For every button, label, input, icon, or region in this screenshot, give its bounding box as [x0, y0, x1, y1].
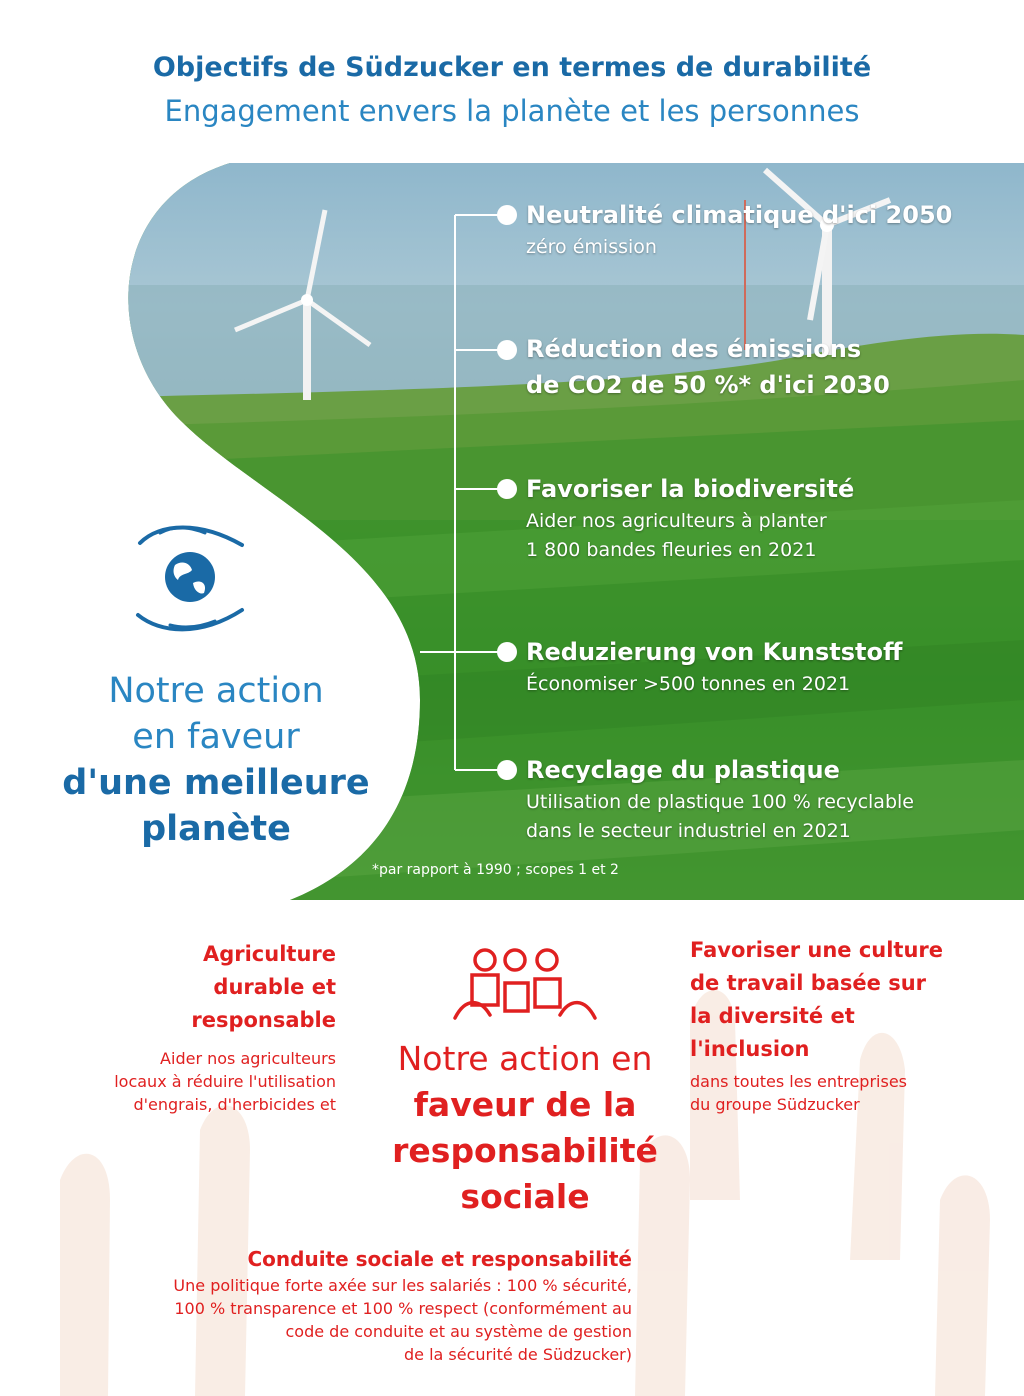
goal-plastic-recycling: [526, 752, 914, 846]
planet-title-line3: d'une meilleure: [62, 763, 370, 803]
planet-title-line2: en faveur: [132, 717, 300, 757]
block-title-line2: durable et: [213, 975, 336, 999]
goal-description: Aider nos agriculteurs à planter: [526, 510, 827, 532]
social-title-line1: Notre action en: [397, 1039, 653, 1078]
block-desc-line4: de la sécurité de Südzucker): [404, 1345, 632, 1364]
goal-climate-neutrality: [526, 197, 952, 262]
block-desc-line2: du groupe Südzucker: [690, 1095, 860, 1114]
block-desc-line3: d'engrais, d'herbicides et: [133, 1095, 336, 1114]
planet-title-line1: Notre action: [108, 671, 324, 711]
block-desc-line3: code de conduite et au système de gestion: [285, 1322, 632, 1341]
block-desc-line2: locaux à réduire l'utilisation: [114, 1072, 336, 1091]
page-title: Objectifs de Südzucker en termes de durabilité: [152, 52, 872, 83]
goal-bullet: [497, 340, 517, 360]
block-title-line3: responsable: [191, 1008, 336, 1032]
goal-description: zéro émission: [526, 236, 657, 258]
page-subtitle: Engagement envers la planète et les personnes: [164, 94, 860, 128]
social-title-line2: faveur de la: [413, 1085, 637, 1124]
goal-bullet: [497, 205, 517, 225]
goal-description: Économiser >500 tonnes en 2021: [526, 673, 851, 695]
goal-bullet: [497, 642, 517, 662]
block-title-line3: la diversité et: [690, 1004, 855, 1028]
block-desc-line1: dans toutes les entreprises: [690, 1072, 907, 1091]
footnote: *par rapport à 1990 ; scopes 1 et 2: [372, 862, 619, 878]
social-section-title: [370, 1036, 680, 1220]
goal-description-line2: 1 800 bandes fleuries en 2021: [526, 539, 817, 561]
goal-description: Utilisation de plastique 100 % recyclable: [526, 791, 914, 813]
hands-globe-icon: [130, 515, 250, 640]
planet-title-line4: planète: [141, 809, 291, 849]
diversity-culture-block: [690, 934, 1010, 1116]
goal-bullet: [497, 479, 517, 499]
block-desc-line1: Une politique forte axée sur les salariés : 100 % sécurité,: [173, 1276, 632, 1295]
block-desc-line1: Aider nos agriculteurs: [160, 1049, 336, 1068]
goal-title: Réduction des émissions: [526, 335, 862, 363]
goal-title: Neutralité climatique d'ici 2050: [526, 201, 953, 229]
social-conduct-block: [60, 1244, 632, 1366]
people-group-icon: [450, 943, 600, 1023]
goal-title: Recyclage du plastique: [526, 756, 840, 784]
goal-biodiversity: [526, 471, 854, 565]
goal-description-line2: dans le secteur industriel en 2021: [526, 820, 851, 842]
planet-section-title: [20, 668, 412, 852]
block-desc-line2: 100 % transparence et 100 % respect (conformément au: [174, 1299, 632, 1318]
goal-co2-reduction: [526, 331, 890, 403]
goal-title-line2: de CO2 de 50 %* d'ici 2030: [526, 371, 890, 399]
block-title-line4: l'inclusion: [690, 1037, 810, 1061]
social-title-line4: sociale: [460, 1177, 590, 1216]
goal-bullet: [497, 760, 517, 780]
goal-title: Favoriser la biodiversité: [526, 475, 855, 503]
social-title-line3: responsabilité: [392, 1131, 658, 1170]
block-title-line1: Favoriser une culture: [690, 938, 944, 962]
block-title-line1: Agriculture: [202, 942, 336, 966]
block-title-line2: de travail basée sur: [690, 971, 927, 995]
goal-plastic-reduction: [526, 634, 902, 699]
block-title: Conduite sociale et responsabilité: [247, 1247, 632, 1271]
goal-title: Reduzierung von Kunststoff: [526, 638, 903, 666]
sustainable-agriculture-block: [40, 938, 336, 1116]
